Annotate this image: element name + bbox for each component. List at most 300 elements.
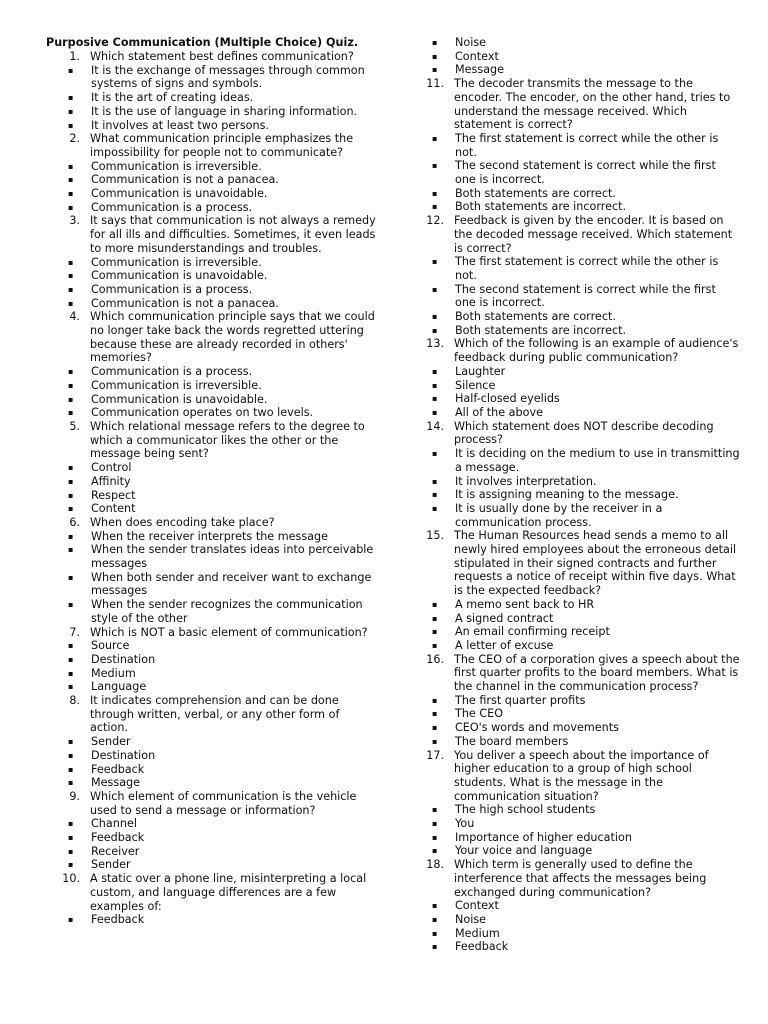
question-text: A static over a phone line, misinterpreting a local custom, and language differences are a few examples of: xyxy=(90,872,367,913)
option-text: Silence xyxy=(455,378,496,392)
option-item xyxy=(410,625,740,639)
question-text: It indicates comprehension and can be done through written, verbal, or any other form of action. xyxy=(90,694,340,735)
option-text: Affinity xyxy=(91,474,131,488)
question-stem xyxy=(410,653,740,694)
option-item xyxy=(410,50,740,64)
option-text: The second statement is correct while the first one is incorrect. xyxy=(455,282,716,310)
option-item xyxy=(46,64,376,91)
option-item xyxy=(46,763,376,777)
option-text: Context xyxy=(455,899,499,913)
square-bullet-icon: ▪ xyxy=(68,819,74,829)
question-item xyxy=(46,694,376,790)
question-number: 4. xyxy=(69,310,80,324)
option-text: Laughter xyxy=(455,364,506,378)
option-text: A memo sent back to HR xyxy=(455,597,595,611)
square-bullet-icon: ▪ xyxy=(68,682,74,692)
option-text: Source xyxy=(91,639,130,653)
option-text: Receiver xyxy=(91,844,140,858)
square-bullet-icon: ▪ xyxy=(432,490,438,500)
option-item xyxy=(46,680,376,694)
option-item xyxy=(46,160,376,174)
option-item xyxy=(410,379,740,393)
square-bullet-icon: ▪ xyxy=(68,737,74,747)
square-bullet-icon: ▪ xyxy=(68,394,74,404)
option-text: Sender xyxy=(91,735,131,749)
option-text: Destination xyxy=(91,748,156,762)
question-text: The Human Resources head sends a memo to all newly hired employees about the erroneous detail stipulated in their signed contracts and further requests a notice of receipt within five days. What is the expected feedback? xyxy=(454,529,737,598)
option-text: It is the exchange of messages through common systems of signs and symbols. xyxy=(91,63,365,91)
option-text: It is the art of creating ideas. xyxy=(91,91,254,105)
option-text: Communication is a process. xyxy=(91,282,253,296)
option-item xyxy=(410,803,740,817)
option-text: It is assigning meaning to the message. xyxy=(455,488,679,502)
option-text: Communication is irreversible. xyxy=(91,159,262,173)
option-text: All of the above xyxy=(455,405,543,419)
square-bullet-icon: ▪ xyxy=(68,833,74,843)
question-number: 6. xyxy=(69,515,80,529)
square-bullet-icon: ▪ xyxy=(432,832,438,842)
square-bullet-icon: ▪ xyxy=(432,366,438,376)
square-bullet-icon: ▪ xyxy=(68,860,74,870)
option-item xyxy=(46,461,376,475)
question-number: 7. xyxy=(69,625,80,639)
option-item xyxy=(46,283,376,297)
option-item xyxy=(410,502,740,529)
option-text: Communication is a process. xyxy=(91,365,253,379)
options-list xyxy=(410,447,740,529)
option-item xyxy=(410,831,740,845)
option-item xyxy=(46,269,376,283)
option-item xyxy=(410,63,740,77)
option-text: It is the use of language in sharing information. xyxy=(91,104,358,118)
option-text: Message xyxy=(91,776,141,790)
options-list xyxy=(46,639,376,694)
option-item xyxy=(46,845,376,859)
option-text: It involves interpretation. xyxy=(455,474,597,488)
square-bullet-icon: ▪ xyxy=(68,764,74,774)
option-text: Medium xyxy=(91,666,136,680)
square-bullet-icon: ▪ xyxy=(68,202,74,212)
question-number: 17. xyxy=(426,748,444,762)
option-item xyxy=(46,776,376,790)
square-bullet-icon: ▪ xyxy=(68,504,74,514)
option-text: Communication is irreversible. xyxy=(91,378,262,392)
option-text: Destination xyxy=(91,652,156,666)
square-bullet-icon: ▪ xyxy=(68,257,74,267)
square-bullet-icon: ▪ xyxy=(68,531,74,541)
square-bullet-icon: ▪ xyxy=(68,750,74,760)
square-bullet-icon: ▪ xyxy=(68,463,74,473)
option-text: When the receiver interprets the message xyxy=(91,529,329,543)
question-text: Which of the following is an example of audience's feedback during public communication? xyxy=(454,337,739,365)
question-item xyxy=(410,214,740,337)
question-number: 12. xyxy=(426,214,444,228)
question-item xyxy=(46,132,376,214)
option-item xyxy=(46,749,376,763)
option-text: Respect xyxy=(91,488,136,502)
square-bullet-icon: ▪ xyxy=(68,120,74,130)
square-bullet-icon: ▪ xyxy=(432,161,438,171)
square-bullet-icon: ▪ xyxy=(432,915,438,924)
question-number: 3. xyxy=(69,214,80,228)
question-stem xyxy=(46,132,376,159)
options-list xyxy=(410,255,740,337)
square-bullet-icon: ▪ xyxy=(432,928,438,938)
question-number: 13. xyxy=(426,337,444,351)
options-list xyxy=(46,735,376,790)
option-item xyxy=(46,91,376,105)
option-text: Message xyxy=(455,63,505,77)
square-bullet-icon: ▪ xyxy=(68,654,74,664)
option-item xyxy=(410,927,740,941)
square-bullet-icon: ▪ xyxy=(432,736,438,746)
left-column xyxy=(46,36,376,927)
question-stem xyxy=(410,337,740,364)
option-item xyxy=(46,571,376,598)
option-item xyxy=(46,475,376,489)
square-bullet-icon: ▪ xyxy=(68,476,74,486)
option-item xyxy=(46,817,376,831)
option-text: The first quarter profits xyxy=(455,693,586,707)
options-list xyxy=(46,256,376,311)
square-bullet-icon: ▪ xyxy=(432,257,438,267)
option-item xyxy=(410,310,740,324)
options-list xyxy=(410,365,740,420)
option-item xyxy=(410,392,740,406)
option-item xyxy=(410,200,740,214)
question-stem xyxy=(46,50,376,64)
square-bullet-icon: ▪ xyxy=(432,380,438,390)
square-bullet-icon: ▪ xyxy=(68,175,74,185)
square-bullet-icon: ▪ xyxy=(432,819,438,829)
square-bullet-icon: ▪ xyxy=(432,709,438,719)
option-item xyxy=(410,365,740,379)
square-bullet-icon: ▪ xyxy=(68,161,74,171)
option-text: Communication is unavoidable. xyxy=(91,269,268,283)
question-number: 8. xyxy=(69,694,80,708)
question-text: Which statement best defines communication? xyxy=(90,50,354,63)
option-text: When both sender and receiver want to exchange messages xyxy=(91,570,372,598)
question-item xyxy=(46,420,376,516)
square-bullet-icon: ▪ xyxy=(432,723,438,733)
square-bullet-icon: ▪ xyxy=(432,846,438,856)
question-stem xyxy=(46,872,376,913)
question-stem xyxy=(410,77,740,132)
option-text: Half-closed eyelids xyxy=(455,392,560,406)
square-bullet-icon: ▪ xyxy=(68,298,74,308)
option-item xyxy=(410,283,740,310)
option-item xyxy=(410,324,740,338)
option-item xyxy=(46,735,376,749)
square-bullet-icon: ▪ xyxy=(68,915,74,925)
square-bullet-icon: ▪ xyxy=(432,202,438,212)
options-list xyxy=(410,803,740,858)
option-text: Communication is not a panacea. xyxy=(91,296,279,310)
square-bullet-icon: ▪ xyxy=(68,380,74,390)
option-text: It is deciding on the medium to use in transmitting a message. xyxy=(455,447,740,474)
question-number: 10. xyxy=(62,872,80,886)
option-item xyxy=(410,159,740,186)
option-text: An email confirming receipt xyxy=(455,625,610,639)
question-number: 18. xyxy=(426,858,444,872)
square-bullet-icon: ▪ xyxy=(432,476,438,486)
question-text: When does encoding take place? xyxy=(90,515,275,529)
option-item xyxy=(46,858,376,872)
square-bullet-icon: ▪ xyxy=(432,133,438,143)
square-bullet-icon: ▪ xyxy=(432,407,438,417)
option-item xyxy=(410,488,740,502)
option-text: Noise xyxy=(455,913,487,926)
question-stem xyxy=(410,214,740,255)
option-item xyxy=(46,173,376,187)
option-text: Communication is a process. xyxy=(91,200,253,214)
options-list xyxy=(410,132,740,214)
option-text: Both statements are incorrect. xyxy=(455,200,627,214)
question-text: Which is NOT a basic element of communication? xyxy=(90,625,368,639)
option-text: Communication is unavoidable. xyxy=(91,187,268,201)
option-text: CEO's words and movements xyxy=(455,721,619,735)
square-bullet-icon: ▪ xyxy=(68,189,74,199)
square-bullet-icon: ▪ xyxy=(432,312,438,322)
square-bullet-icon: ▪ xyxy=(68,106,74,116)
option-text: Control xyxy=(91,461,132,475)
option-text: You xyxy=(455,817,475,831)
square-bullet-icon: ▪ xyxy=(432,805,438,815)
option-text: The first statement is correct while the other is not. xyxy=(455,131,719,159)
square-bullet-icon: ▪ xyxy=(68,271,74,281)
question-continuation xyxy=(410,36,740,77)
question-item xyxy=(410,653,740,749)
option-text: The board members xyxy=(455,734,569,748)
question-number: 9. xyxy=(69,789,80,803)
option-text: Language xyxy=(91,680,147,694)
option-text: When the sender recognizes the communication style of the other xyxy=(91,598,363,625)
square-bullet-icon: ▪ xyxy=(68,668,74,678)
option-text: The second statement is correct while the first one is incorrect. xyxy=(455,159,716,187)
square-bullet-icon: ▪ xyxy=(68,65,74,75)
question-item xyxy=(410,77,740,214)
square-bullet-icon: ▪ xyxy=(68,490,74,500)
option-item xyxy=(46,379,376,393)
question-item xyxy=(410,858,740,954)
option-item xyxy=(46,201,376,215)
question-stem xyxy=(410,749,740,804)
option-item xyxy=(410,475,740,489)
option-item xyxy=(46,653,376,667)
option-item xyxy=(46,530,376,544)
question-number: 1. xyxy=(69,50,80,63)
options-list xyxy=(46,461,376,516)
option-item xyxy=(410,913,740,927)
option-text: Context xyxy=(455,49,499,63)
option-item xyxy=(410,598,740,612)
options-list xyxy=(46,64,376,133)
option-text: Noise xyxy=(455,36,487,49)
square-bullet-icon: ▪ xyxy=(68,846,74,856)
square-bullet-icon: ▪ xyxy=(68,600,74,610)
square-bullet-icon: ▪ xyxy=(432,599,438,609)
option-item xyxy=(46,543,376,570)
question-text: Which statement does NOT describe decoding process? xyxy=(454,419,714,447)
option-text: The CEO xyxy=(455,707,504,721)
square-bullet-icon: ▪ xyxy=(432,188,438,198)
question-number: 14. xyxy=(426,419,444,433)
square-bullet-icon: ▪ xyxy=(68,93,74,103)
option-item xyxy=(410,639,740,653)
option-item xyxy=(410,817,740,831)
question-item xyxy=(410,529,740,652)
square-bullet-icon: ▪ xyxy=(432,65,438,75)
option-item xyxy=(46,119,376,133)
options-list xyxy=(410,694,740,749)
option-item xyxy=(410,187,740,201)
square-bullet-icon: ▪ xyxy=(432,627,438,637)
option-text: Both statements are correct. xyxy=(455,310,616,324)
option-text: Medium xyxy=(455,926,500,940)
question-item xyxy=(410,420,740,530)
question-item xyxy=(46,50,376,132)
option-text: Content xyxy=(91,502,136,516)
square-bullet-icon: ▪ xyxy=(432,394,438,404)
square-bullet-icon: ▪ xyxy=(432,695,438,705)
option-text: Importance of higher education xyxy=(455,830,632,844)
square-bullet-icon: ▪ xyxy=(68,572,74,582)
square-bullet-icon: ▪ xyxy=(432,325,438,335)
question-text: Which element of communication is the vehicle used to send a message or information? xyxy=(90,789,357,817)
option-text: The first statement is correct while the other is not. xyxy=(455,255,719,282)
option-item xyxy=(46,297,376,311)
question-text: You deliver a speech about the importance of higher education to a group of high school students. What is the message in the communication situation? xyxy=(454,748,709,803)
option-text: Communication operates on two levels. xyxy=(91,406,314,420)
option-item xyxy=(410,132,740,159)
square-bullet-icon: ▪ xyxy=(432,503,438,513)
options-list xyxy=(46,817,376,872)
option-text: Feedback xyxy=(455,940,509,954)
square-bullet-icon: ▪ xyxy=(432,284,438,294)
option-text: Feedback xyxy=(91,831,145,845)
square-bullet-icon: ▪ xyxy=(432,901,438,911)
square-bullet-icon: ▪ xyxy=(68,284,74,294)
options-list xyxy=(410,598,740,653)
option-text: Both statements are incorrect. xyxy=(455,323,627,337)
option-text: Communication is not a panacea. xyxy=(91,173,279,187)
option-text: Sender xyxy=(91,858,131,872)
option-item xyxy=(46,639,376,653)
option-text: The high school students xyxy=(455,803,596,817)
option-item xyxy=(410,447,740,474)
question-text: Which term is generally used to define the interference that affects the messages being exchanged during communication? xyxy=(454,858,707,899)
question-stem xyxy=(46,790,376,817)
square-bullet-icon: ▪ xyxy=(432,942,438,952)
question-stem xyxy=(46,516,376,530)
option-text: It involves at least two persons. xyxy=(91,118,269,132)
option-item xyxy=(410,844,740,858)
option-text: It is usually done by the receiver in a communication process. xyxy=(455,501,663,529)
square-bullet-icon: ▪ xyxy=(432,640,438,650)
question-text: The CEO of a corporation gives a speech about the first quarter profits to the board members. What is the channel in the communication process? xyxy=(454,652,740,694)
square-bullet-icon: ▪ xyxy=(432,449,438,459)
options-list xyxy=(46,913,376,927)
question-number: 2. xyxy=(69,132,80,146)
option-item xyxy=(410,940,740,954)
option-item xyxy=(410,694,740,708)
option-item xyxy=(46,393,376,407)
question-number: 16. xyxy=(426,652,444,666)
question-stem xyxy=(46,420,376,461)
question-text: It says that communication is not always a remedy for all ills and difficulties. Sometimes, it even leads to more misunderstandings and troubles. xyxy=(90,214,376,255)
options-list xyxy=(46,160,376,215)
question-item xyxy=(46,626,376,695)
square-bullet-icon: ▪ xyxy=(68,367,74,377)
square-bullet-icon: ▪ xyxy=(68,641,74,651)
option-item xyxy=(410,721,740,735)
question-stem xyxy=(410,858,740,899)
question-item xyxy=(410,749,740,859)
quiz-title: Purposive Communication (Multiple Choice) Quiz. xyxy=(46,36,359,49)
question-number: 5. xyxy=(69,419,80,433)
option-item xyxy=(46,913,376,927)
question-stem xyxy=(410,420,740,447)
option-text: A signed contract xyxy=(455,611,554,625)
option-text: Communication is unavoidable. xyxy=(91,392,268,406)
option-text: Channel xyxy=(91,817,137,831)
question-text: Which communication principle says that we could no longer take back the words regretted uttering because these are already recorded in others' memories? xyxy=(90,310,375,365)
option-text: Both statements are correct. xyxy=(455,186,616,200)
option-item xyxy=(46,598,376,625)
question-text: Feedback is given by the encoder. It is based on the decoded message received. Which statement is correct? xyxy=(454,214,733,255)
question-item xyxy=(410,337,740,419)
option-item xyxy=(46,365,376,379)
option-text: Communication is irreversible. xyxy=(91,255,262,269)
options-list xyxy=(46,530,376,626)
question-stem xyxy=(46,626,376,640)
options-list xyxy=(410,36,740,77)
square-bullet-icon: ▪ xyxy=(432,38,438,47)
question-stem xyxy=(46,214,376,255)
question-stem xyxy=(410,529,740,598)
question-item xyxy=(46,214,376,310)
option-text: Feedback xyxy=(91,913,145,927)
option-item xyxy=(46,105,376,119)
option-item xyxy=(410,255,740,282)
option-item xyxy=(46,406,376,420)
question-number: 15. xyxy=(426,529,444,543)
square-bullet-icon: ▪ xyxy=(432,51,438,61)
option-item xyxy=(410,612,740,626)
question-item xyxy=(46,790,376,872)
option-text: A letter of excuse xyxy=(455,638,554,652)
question-item xyxy=(46,872,376,927)
question-text: Which relational message refers to the degree to which a communicator likes the other or the message being sent? xyxy=(90,419,365,461)
square-bullet-icon: ▪ xyxy=(432,613,438,623)
option-item xyxy=(410,899,740,913)
square-bullet-icon: ▪ xyxy=(68,545,74,555)
option-item xyxy=(46,502,376,516)
option-item xyxy=(46,187,376,201)
question-item xyxy=(46,310,376,420)
right-column xyxy=(410,36,740,954)
option-text: When the sender translates ideas into perceivable messages xyxy=(91,543,374,571)
option-item xyxy=(410,36,740,50)
question-stem xyxy=(46,694,376,735)
square-bullet-icon: ▪ xyxy=(68,778,74,788)
option-item xyxy=(46,489,376,503)
question-text: The decoder transmits the message to the encoder. The encoder, on the other hand, tries to understand the message received. Which statement is correct? xyxy=(454,77,731,132)
option-item xyxy=(46,256,376,270)
question-number: 11. xyxy=(426,77,444,91)
option-item xyxy=(46,667,376,681)
option-item xyxy=(410,406,740,420)
